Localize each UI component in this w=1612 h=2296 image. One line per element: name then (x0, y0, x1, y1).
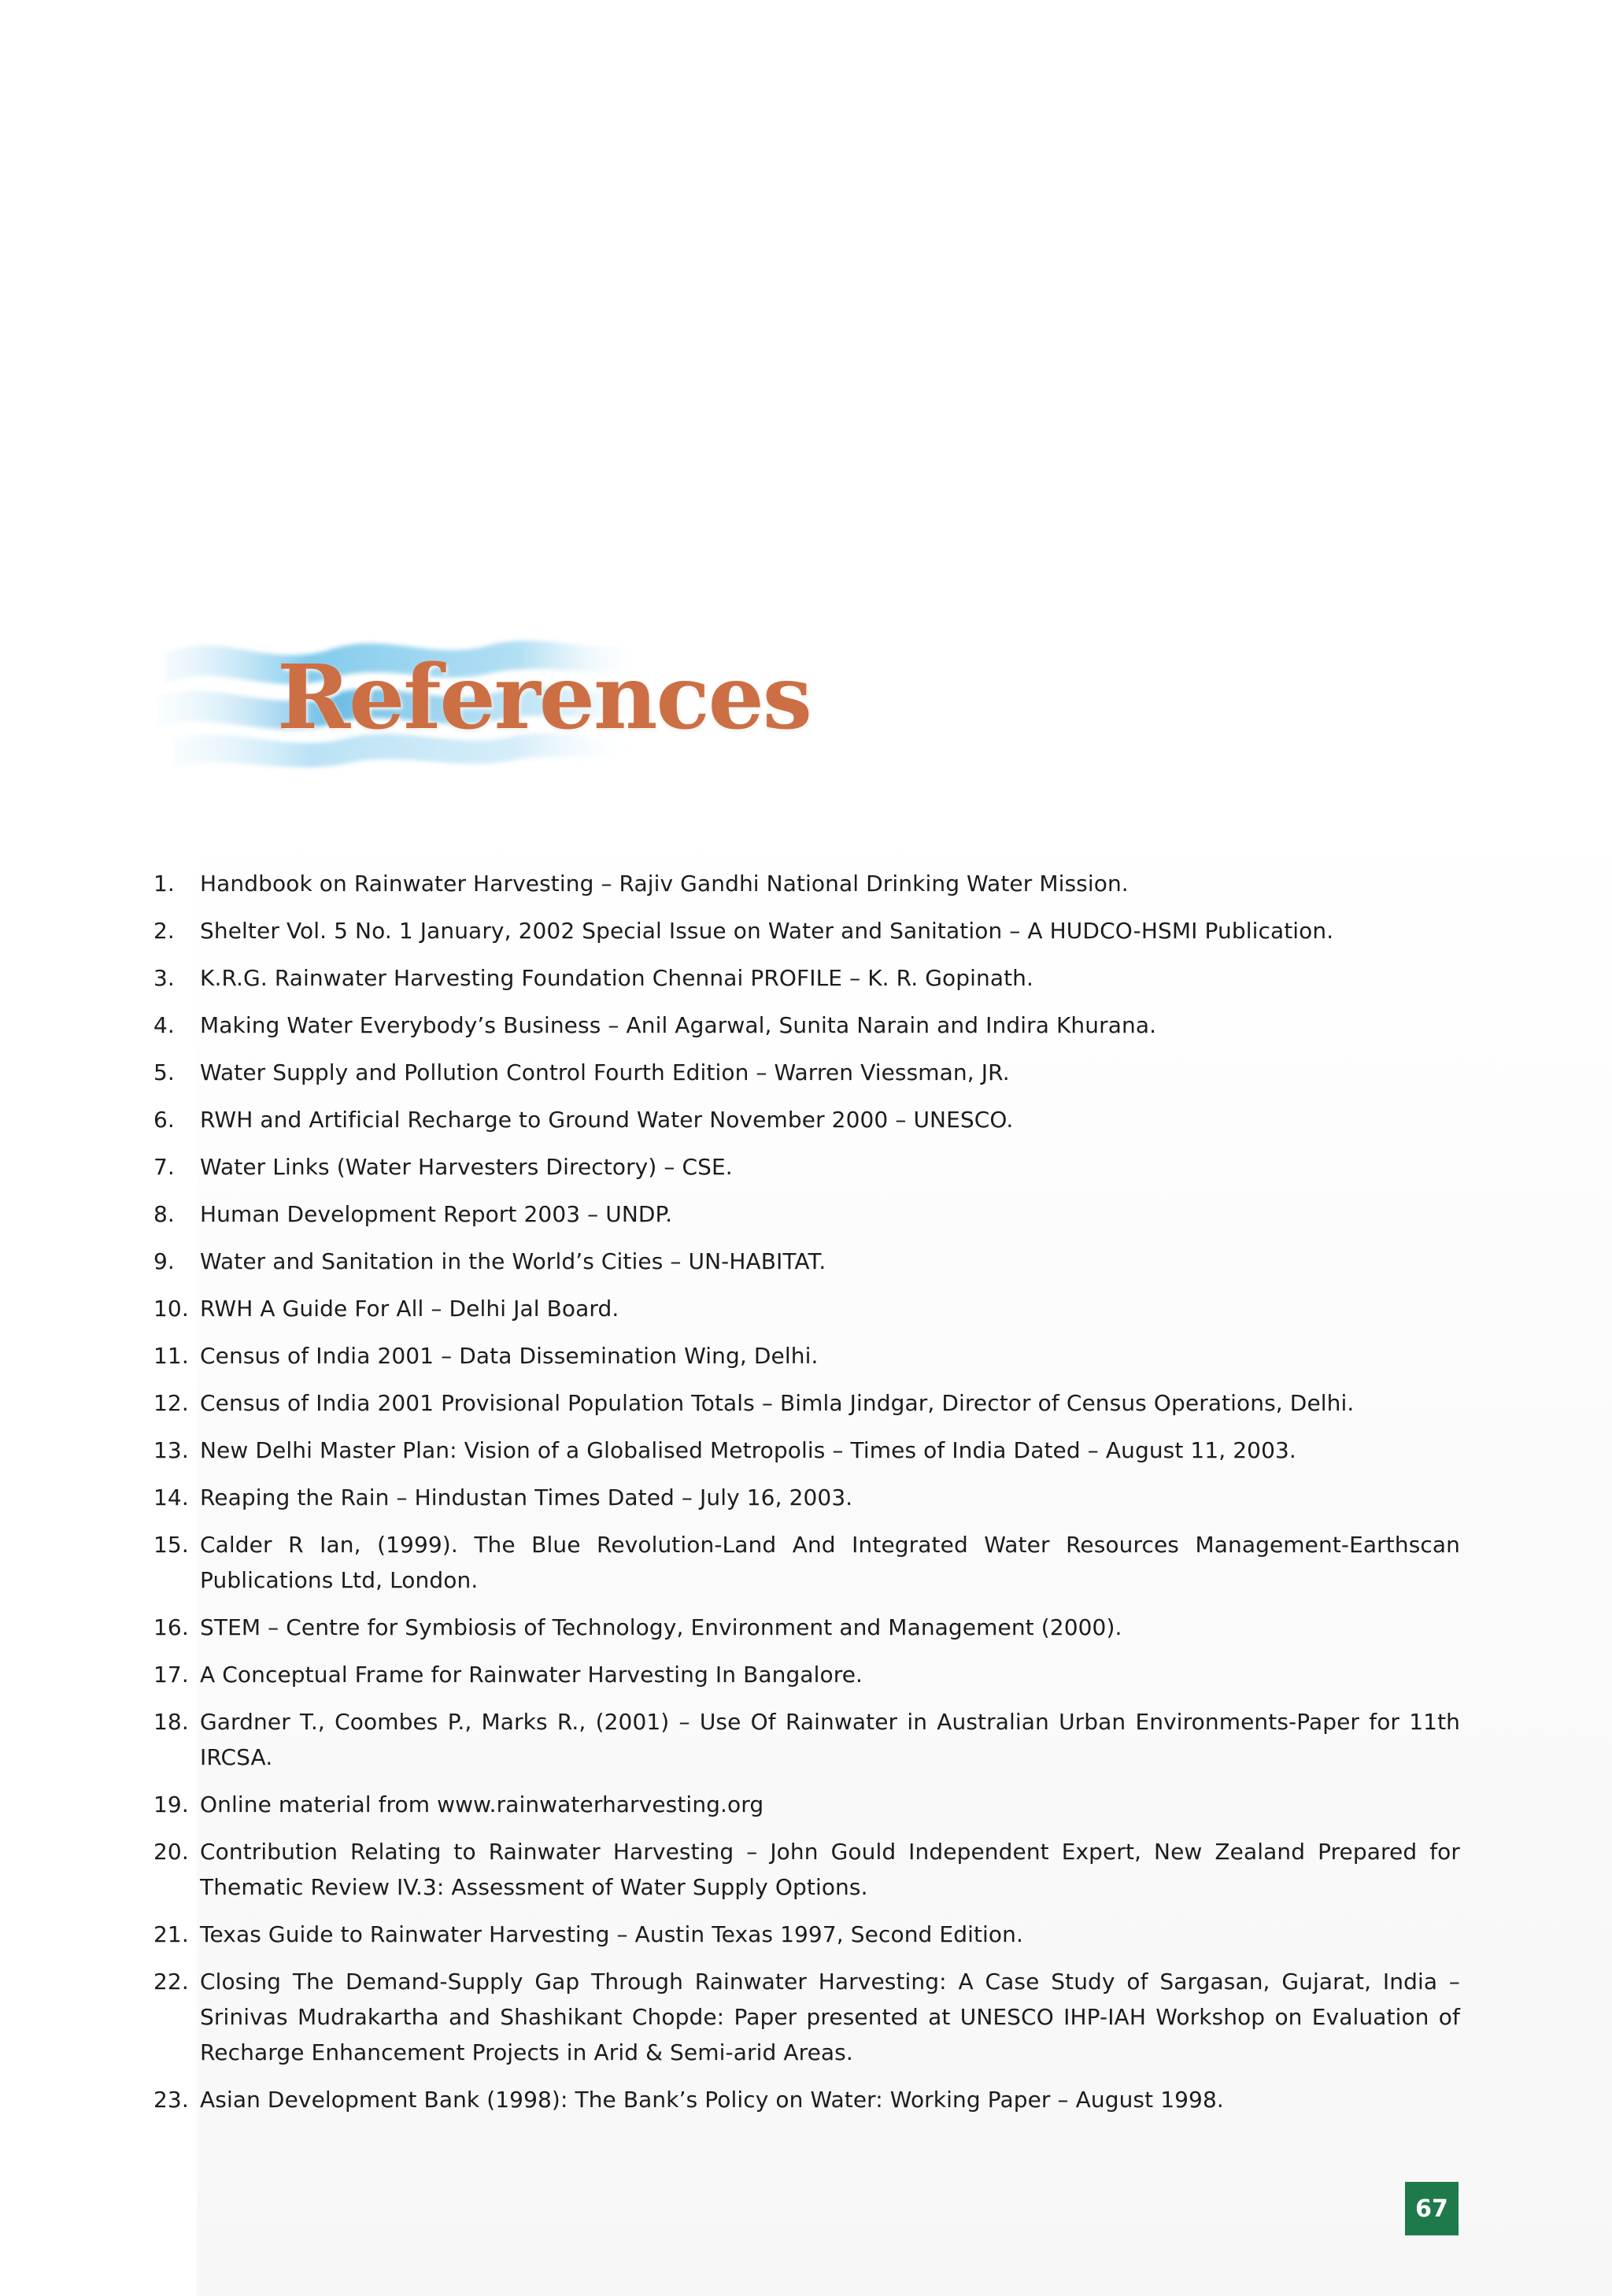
reference-text: Making Water Everybody’s Business – Anil Agarwal, Sunita Narain and Indira Khurana. (200, 1012, 1157, 1038)
reference-item (150, 1787, 1460, 1822)
reference-item (150, 1385, 1460, 1421)
reference-number: 9. (153, 1248, 175, 1274)
reference-item (150, 1480, 1460, 1515)
reference-number: 12. (153, 1390, 189, 1416)
reference-number: 11. (153, 1343, 189, 1369)
reference-item (150, 1610, 1460, 1645)
reference-text: Contribution Relating to Rainwater Harvesting – John Gould Independent Expert, New Zealand Prepared for Thematic Review IV.3: Assessment of Water Supply Options. (200, 1839, 1460, 1900)
reference-number: 5. (153, 1059, 175, 1085)
reference-number: 3. (153, 965, 175, 991)
reference-number: 20. (153, 1839, 189, 1865)
reference-number: 18. (153, 1709, 189, 1735)
reference-text: Water and Sanitation in the World’s Cities – UN-HABITAT. (200, 1248, 826, 1274)
reference-number: 10. (153, 1296, 189, 1322)
reference-number: 16. (153, 1614, 189, 1640)
reference-number: 7. (153, 1154, 175, 1180)
reference-number: 21. (153, 1921, 189, 1947)
reference-item (150, 1527, 1460, 1598)
reference-text: Water Links (Water Harvesters Directory) – CSE. (200, 1154, 733, 1180)
reference-number: 2. (153, 918, 175, 944)
reference-text: Texas Guide to Rainwater Harvesting – Austin Texas 1997, Second Edition. (200, 1921, 1023, 1947)
reference-text: Gardner T., Coombes P., Marks R., (2001) – Use Of Rainwater in Australian Urban Environments-Paper for 11th IRCSA. (200, 1709, 1460, 1770)
reference-item (150, 1291, 1460, 1326)
reference-item (150, 1657, 1460, 1692)
reference-text: Calder R Ian, (1999). The Blue Revolution-Land And Integrated Water Resources Management-Earthscan Publications Ltd, London. (200, 1532, 1460, 1593)
reference-number: 14. (153, 1484, 189, 1510)
reference-item (150, 1244, 1460, 1279)
reference-number: 19. (153, 1791, 189, 1817)
reference-text: Shelter Vol. 5 No. 1 January, 2002 Special Issue on Water and Sanitation – A HUDCO-HSMI Publication. (200, 918, 1334, 944)
reference-number: 15. (153, 1532, 189, 1558)
reference-item (150, 2082, 1460, 2117)
reference-item (150, 1149, 1460, 1185)
reference-item (150, 1964, 1460, 2070)
reference-text: Human Development Report 2003 – UNDP. (200, 1201, 673, 1227)
reference-item (150, 1055, 1460, 1090)
reference-item (150, 1196, 1460, 1232)
reference-number: 23. (153, 2087, 189, 2113)
reference-item (150, 1102, 1460, 1137)
reference-item (150, 1433, 1460, 1468)
reference-number: 6. (153, 1107, 175, 1133)
reference-text: Census of India 2001 Provisional Population Totals – Bimla Jindgar, Director of Census Operations, Delhi. (200, 1390, 1355, 1416)
reference-item (150, 1338, 1460, 1374)
reference-text: Water Supply and Pollution Control Fourth Edition – Warren Viessman, JR. (200, 1059, 1010, 1085)
reference-item (150, 913, 1460, 948)
reference-text: RWH A Guide For All – Delhi Jal Board. (200, 1296, 619, 1322)
reference-number: 1. (153, 871, 175, 897)
reference-item (150, 866, 1460, 901)
reference-number: 22. (153, 1969, 189, 1995)
reference-text: Handbook on Rainwater Harvesting – Rajiv Gandhi National Drinking Water Mission. (200, 871, 1129, 897)
reference-text: RWH and Artificial Recharge to Ground Water November 2000 – UNESCO. (200, 1107, 1014, 1133)
reference-item (150, 1917, 1460, 1952)
references-list (150, 866, 1460, 2129)
reference-number: 17. (153, 1662, 189, 1688)
reference-item (150, 1834, 1460, 1905)
page-number: 67 (1405, 2182, 1459, 2235)
reference-text: Closing The Demand-Supply Gap Through Rainwater Harvesting: A Case Study of Sargasan, Gujarat, India – Srinivas Mudrakartha and Shashikant Chopde: Paper presented at UNESCO IHP-IAH Workshop on Evaluation of Recharge Enhancement Projects in Arid & Semi-arid Areas. (200, 1969, 1460, 2065)
reference-number: 8. (153, 1201, 175, 1227)
page-title: References (277, 646, 811, 749)
reference-item (150, 1704, 1460, 1775)
reference-number: 13. (153, 1437, 189, 1463)
reference-text: STEM – Centre for Symbiosis of Technology, Environment and Management (2000). (200, 1614, 1122, 1640)
reference-text: Online material from www.rainwaterharvesting.org (200, 1791, 764, 1817)
reference-item (150, 1008, 1460, 1043)
reference-text: New Delhi Master Plan: Vision of a Globalised Metropolis – Times of India Dated – August 11, 2003. (200, 1437, 1296, 1463)
reference-text: Reaping the Rain – Hindustan Times Dated – July 16, 2003. (200, 1484, 853, 1510)
reference-text: K.R.G. Rainwater Harvesting Foundation Chennai PROFILE – K. R. Gopinath. (200, 965, 1034, 991)
reference-item (150, 960, 1460, 996)
reference-number: 4. (153, 1012, 175, 1038)
title-block (150, 622, 811, 779)
reference-text: Census of India 2001 – Data Dissemination Wing, Delhi. (200, 1343, 819, 1369)
reference-text: Asian Development Bank (1998): The Bank’s Policy on Water: Working Paper – August 1998. (200, 2087, 1224, 2113)
reference-text: A Conceptual Frame for Rainwater Harvesting In Bangalore. (200, 1662, 863, 1688)
